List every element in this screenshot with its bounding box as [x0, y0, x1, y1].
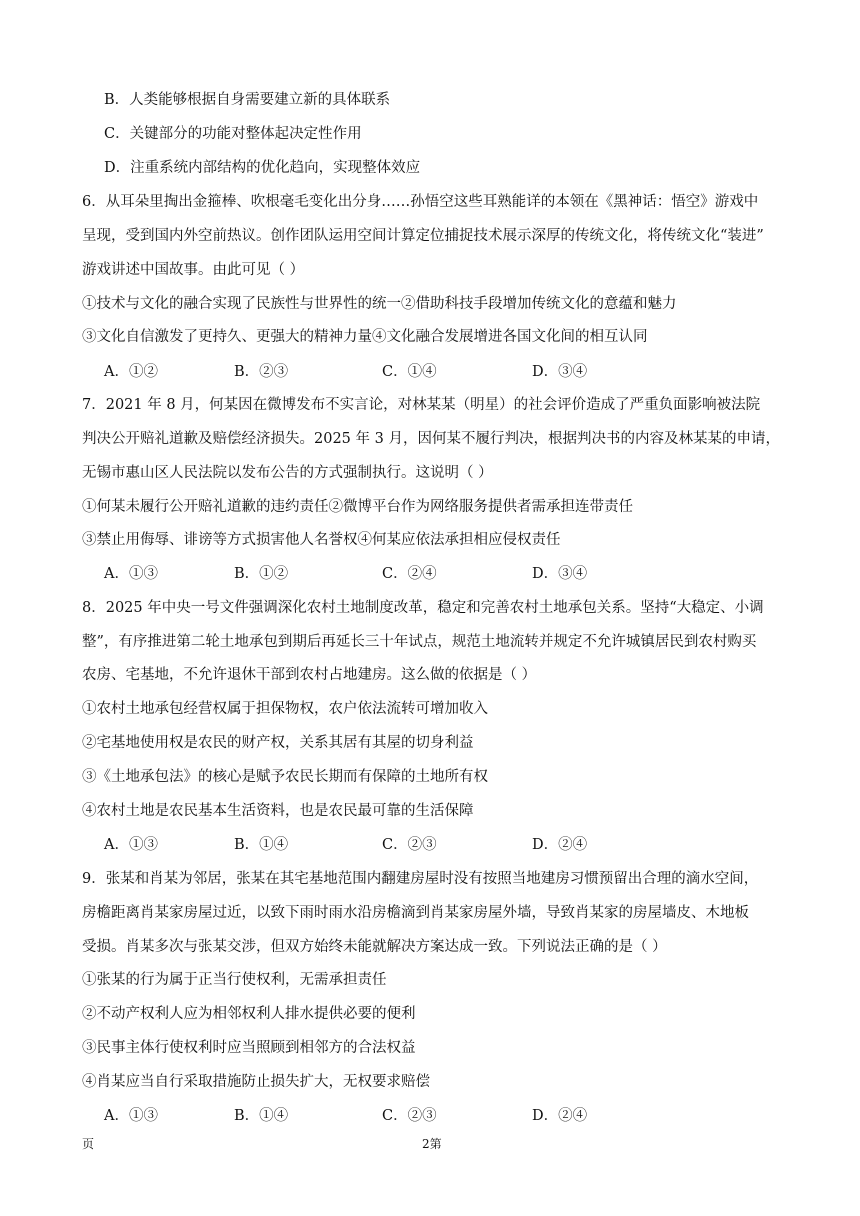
q8-stem-line-2: 整”，有序推进第二轮土地承包到期后再延长三十年试点，规范土地流转并规定不允许城镇居民到农村购买: [82, 634, 757, 650]
q7-choice-d: D．③④: [532, 566, 588, 582]
footer-page-left: 页: [82, 1137, 95, 1151]
q8-choice-c: C．②③: [382, 837, 437, 853]
q7-choice-c: C．②④: [382, 566, 437, 582]
q6-choice-b: B．②③: [234, 364, 289, 380]
q6-choice-a: A．①②: [104, 364, 158, 380]
q9-statement-3: ③民事主体行使权利时应当照顾到相邻方的合法权益: [82, 1040, 416, 1056]
q8-stem-line-3: 农房、宅基地，不允许退休干部到农村占地建房。这么做的依据是（ ）: [82, 667, 537, 683]
q6-stem-line-2: 呈现，受到国内外空前热议。创作团队运用空间计算定位捕捉技术展示深厚的传统文化，将传统文化“装进”: [82, 228, 764, 244]
q5-option-d: D．注重系统内部结构的优化趋向，实现整体效应: [104, 160, 421, 176]
q8-choice-d: D．②④: [532, 837, 588, 853]
q7-choice-a: A．①③: [104, 566, 158, 582]
q7-choice-b: B．①②: [234, 566, 289, 582]
q7-stem-line-2: 判决公开赔礼道歉及赔偿经济损失。2025 年 3 月，因何某不履行判决，根据判决书的内容及林某某的申请，: [82, 431, 780, 447]
q8-statement-1: ①农村土地承包经营权属于担保物权，农户依法流转可增加收入: [82, 701, 488, 717]
q6-statement-1: ①技术与文化的融合实现了民族性与世界性的统一②借助科技手段增加传统文化的意蕴和魅力: [82, 296, 677, 312]
footer-page-number: 2第: [422, 1137, 442, 1151]
q6-choice-d: D．③④: [532, 364, 588, 380]
q9-statement-4: ④肖某应当自行采取措施防止损失扩大，无权要求赔偿: [82, 1074, 430, 1090]
q9-choice-d: D．②④: [532, 1108, 588, 1124]
q6-stem-line-3: 游戏讲述中国故事。由此可见（ ）: [82, 262, 305, 278]
q8-statement-3: ③《土地承包法》的核心是赋予农民长期而有保障的土地所有权: [82, 769, 488, 785]
q8-choice-a: A．①③: [104, 837, 158, 853]
q6-statement-2: ③文化自信激发了更持久、更强大的精神力量④文化融合发展增进各国文化间的相互认同: [82, 329, 648, 345]
q9-stem-line-1: 9．张某和肖某为邻居，张某在其宅基地范围内翻建房屋时没有按照当地建房习惯预留出合理的滴水空间，: [82, 871, 759, 887]
q6-choice-c: C．①④: [382, 364, 437, 380]
q8-statement-4: ④农村土地是农民基本生活资料，也是农民最可靠的生活保障: [82, 803, 474, 819]
q7-statement-2: ③禁止用侮辱、诽谤等方式损害他人名誉权④何某应依法承担相应侵权责任: [82, 532, 561, 548]
q7-stem-line-1: 7．2021 年 8 月，何某因在微博发布不实言论，对林某某（明星）的社会评价造成了严重负面影响被法院: [82, 397, 761, 413]
q9-choice-a: A．①③: [104, 1108, 158, 1124]
q9-statement-1: ①张某的行为属于正当行使权利，无需承担责任: [82, 972, 387, 988]
q9-choice-b: B．①④: [234, 1108, 289, 1124]
q5-option-b: B．人类能够根据自身需要建立新的具体联系: [104, 92, 391, 108]
q8-choice-b: B．①④: [234, 837, 289, 853]
q6-stem-line-1: 6．从耳朵里掏出金箍棒、吹根毫毛变化出分身……孙悟空这些耳熟能详的本领在《黑神话：悟空》游戏中: [82, 194, 759, 210]
q9-stem-line-3: 受损。肖某多次与张某交涉，但双方始终未能就解决方案达成一致。下列说法正确的是（ ）: [82, 939, 667, 955]
q8-statement-2: ②宅基地使用权是农民的财产权，关系其居有其屋的切身利益: [82, 735, 474, 751]
q7-statement-1: ①何某未履行公开赔礼道歉的违约责任②微博平台作为网络服务提供者需承担连带责任: [82, 499, 633, 515]
q8-stem-line-1: 8．2025 年中央一号文件强调深化农村土地制度改革，稳定和完善农村土地承包关系。坚持“大稳定、小调: [82, 600, 764, 616]
q7-stem-line-3: 无锡市惠山区人民法院以发布公告的方式强制执行。这说明（ ）: [82, 465, 493, 481]
q9-stem-line-2: 房檐距离肖某家房屋过近，以致下雨时雨水沿房檐滴到肖某家房屋外墙，导致肖某家的房屋墙皮、木地板: [82, 905, 749, 921]
q5-option-c: C．关键部分的功能对整体起决定性作用: [104, 126, 362, 142]
q9-statement-2: ②不动产权利人应为相邻权利人排水提供必要的便利: [82, 1006, 416, 1022]
q9-choice-c: C．②③: [382, 1108, 437, 1124]
